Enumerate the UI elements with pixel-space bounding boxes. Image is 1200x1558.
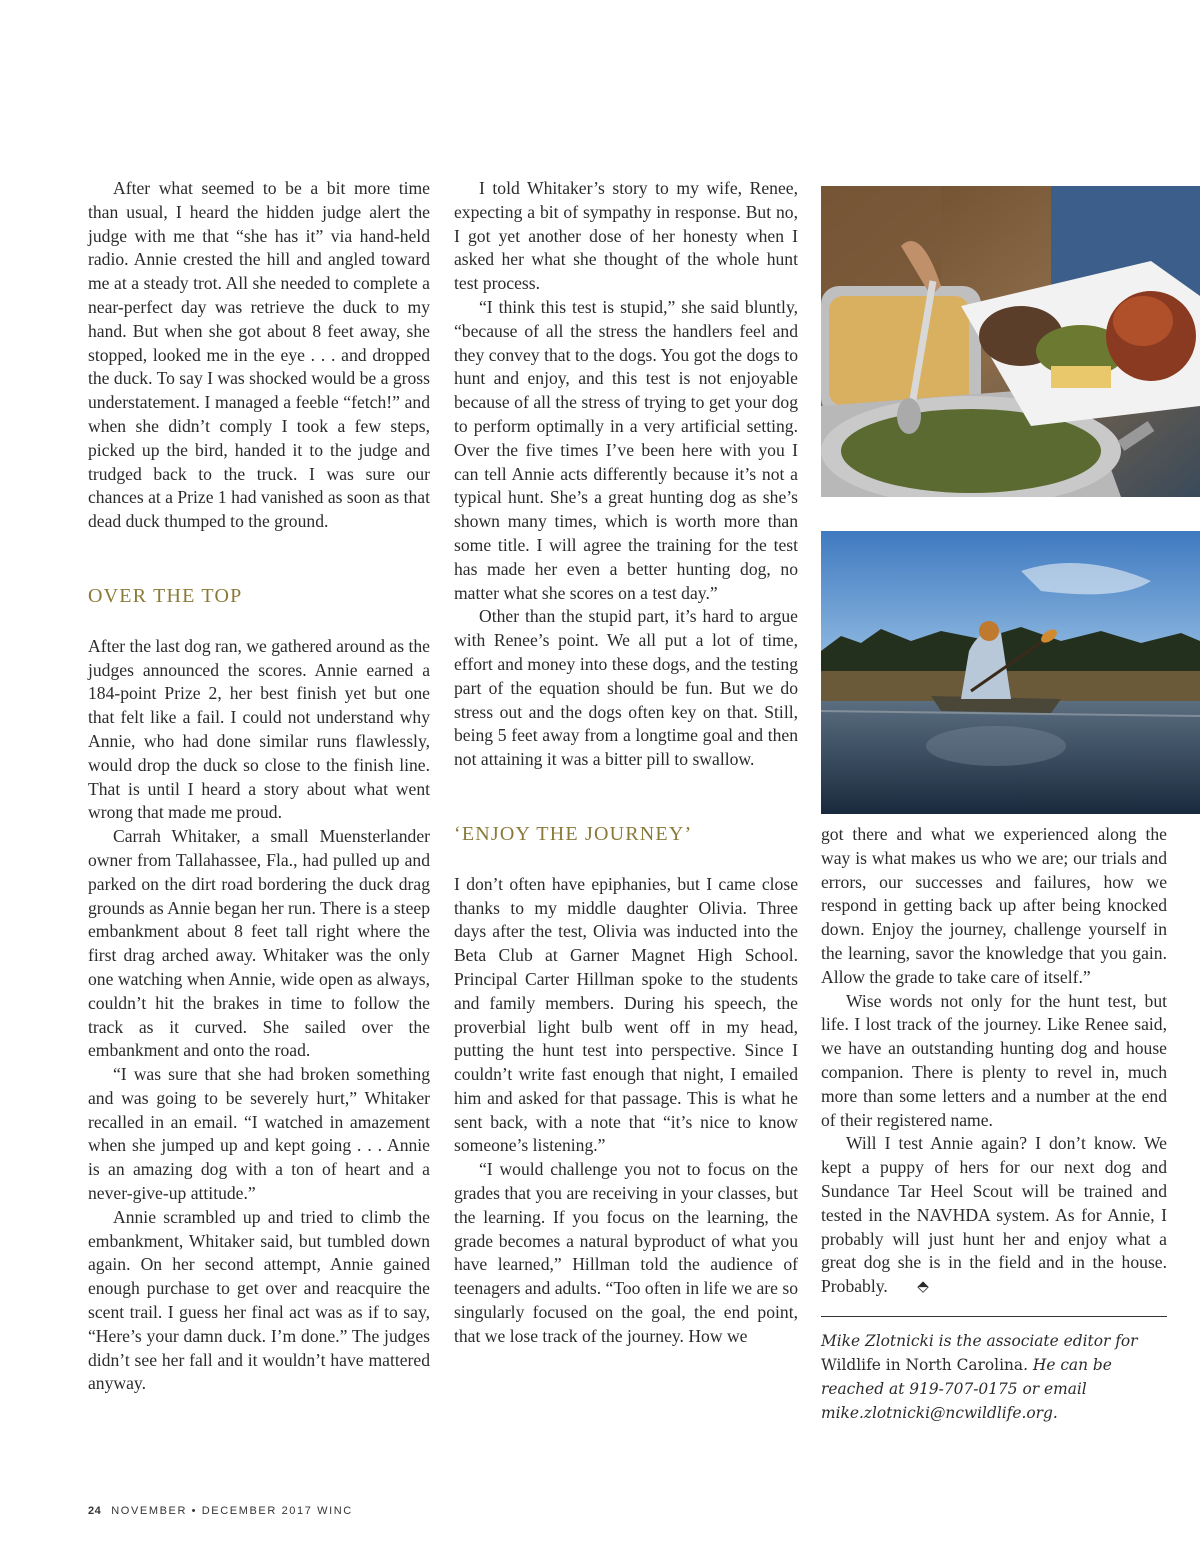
paragraph: I told Whitaker’s story to my wife, Renee, expecting a bit of sympathy in response. But no, I got yet another dose of her honesty when I asked her what she thought of the whole hunt test process. <box>454 178 798 294</box>
page-number: 24 <box>88 1505 102 1517</box>
paragraph: got there and what we experienced along the way is what makes us who we are; our trials and errors, our successes and failures, how we respond in getting back up after being knocked down. Enjoy the journey, challenge yourself in the learning, savor the knowledge that you gain. Allow the grade to take care of itself.” <box>821 824 1167 987</box>
issue-label: NOVEMBER • DECEMBER 2017 WINC <box>111 1505 353 1517</box>
bio-contact: . He can be reached at 919-707-0175 or email mike.zlotnicki@ncwildlife.org. <box>821 1355 1112 1422</box>
paragraph: “I think this test is stupid,” she said bluntly, “because of all the stress the handlers feel and they convey that to the dogs. You got the dogs to hunt and enjoy, and this test is not enjoyable because of all the stress of trying to get your dog to perform optimally in a very artificial setting. Over the five times I’ve been here with you I can tell Annie acts differently because it’s not a typical hunt. She’s a great hunting dog as she’s shown many times, which is worth more than some title. I will agree the training for the test has made her even a better hunting dog, no matter what she scores on a test day.” <box>454 296 798 603</box>
paragraph: Annie scrambled up and tried to climb the embankment, Whitaker said, but tumbled down again. On her second attempt, Annie gained enough purchase to get over and reacquire the scent trail. I guess her final act was as if to say, “Here’s your damn duck. I’m done.” The judges didn’t see her fall and it wouldn’t have mattered anyway. <box>88 1206 430 1394</box>
kayak-photo <box>821 531 1200 814</box>
magazine-name: Wildlife in North Carolina <box>821 1355 1024 1374</box>
paragraph: Carrah Whitaker, a small Muensterlander owner from Tallahassee, Fla., had pulled up and parked on the dirt road bordering the duck drag grounds as Annie began her run. There is a steep embankment about 8 feet tall right where the first drag arched away. Whitaker was the only one watching when Annie, wide open as always, couldn’t hit the brakes in time to follow the track as it curved. She sailed over the embankment and onto the road. <box>88 826 430 1061</box>
paragraph <box>821 1132 1167 1300</box>
author-bio <box>821 1329 1167 1425</box>
paragraph-text: Will I test Annie again? I don’t know. We kept a puppy of hers for our next dog and Sundance Tar Heel Scout will be trained and tested in the NAVHDA system. As for Annie, I probably will just hunt her and enjoy what a great dog she is in the field and in the house. Probably. <box>821 1133 1167 1297</box>
paragraph: Wise words not only for the hunt test, but life. I lost track of the journey. Like Renee said, we have an outstanding hunting dog and house companion. There is plenty to revel in, much more than some letters and a number at the end of their registered name. <box>821 990 1167 1130</box>
article-column-3 <box>821 823 1167 1425</box>
article-column-2 <box>454 177 798 1349</box>
page-footer <box>88 1505 353 1517</box>
paragraph: After what seemed to be a bit more time than usual, I heard the hidden judge alert the judge with me that “she has it” via hand-held radio. Annie crested the hill and angled toward me at a steady trot. All she needed to complete a near-perfect day was retrieve the duck to my hand. But when she got about 8 feet away, she stopped, looked me in the eye . . . and dropped the duck. To say I was shocked would be a gross understatement. I managed a feeble “fetch!” and when she didn’t comply I took a few steps, picked up the bird, handed it to the judge and trudged back to the truck. I was sure our chances at a Prize 1 had vanished as soon as that dead duck thumped to the ground. <box>88 178 430 532</box>
paragraph: I don’t often have epiphanies, but I came close thanks to my middle daughter Olivia. Three days after the test, Olivia was inducted into the Beta Club at Garner Magnet High School. Principal Carter Hillman spoke to the students and family members. During his speech, the proverbial light bulb went off in my head, putting the hunt test into perspective. Since I couldn’t write fast enough that night, I emailed him and asked for that passage. This is what he sent back, with a note that “it’s nice to know someone’s listening.” <box>454 873 798 1156</box>
paragraph: “I would challenge you not to focus on the grades that you are receiving in your classes, but the learning. If you focus on the learning, the grade becomes a natural byproduct of what you have learned,” Hillman told the audience of teenagers and adults. “Too often in life we are so singularly focused on the goal, the end point, that we lose track of the journey. How we <box>454 1159 798 1346</box>
article-column-1 <box>88 177 430 1396</box>
paragraph: “I was sure that she had broken something and was going to be severely hurt,” Whitaker recalled in an email. “I watched in amazement when she jumped up and kept going . . . Annie is an amazing dog with a ton of heart and a never-give-up attitude.” <box>88 1064 430 1204</box>
bio-text: Mike Zlotnicki is the associate editor for <box>821 1331 1138 1350</box>
bio-divider <box>821 1316 1167 1317</box>
paragraph: Other than the stupid part, it’s hard to argue with Renee’s point. We all put a lot of time, effort and money into these dogs, and the testing part of the equation should be fun. But we do stress out and the dogs often key on that. Still, being 5 feet away from a longtime goal and then not attaining it was a bitter pill to swallow. <box>454 606 798 770</box>
paragraph: After the last dog ran, we gathered around as the judges announced the scores. Annie earned a 184-point Prize 2, her best finish yet but one that felt like a fail. I could not understand why Annie, who had done similar runs flawlessly, would drop the duck so close to the finish line. That is until I heard a story about what went wrong that made me proud. <box>88 635 430 823</box>
section-heading-over-the-top: OVER THE TOP <box>88 584 243 607</box>
section-heading-enjoy-the-journey: ‘ENJOY THE JOURNEY’ <box>454 822 693 845</box>
end-of-story-icon: ⬘ <box>917 1279 929 1296</box>
food-photo <box>821 186 1200 497</box>
